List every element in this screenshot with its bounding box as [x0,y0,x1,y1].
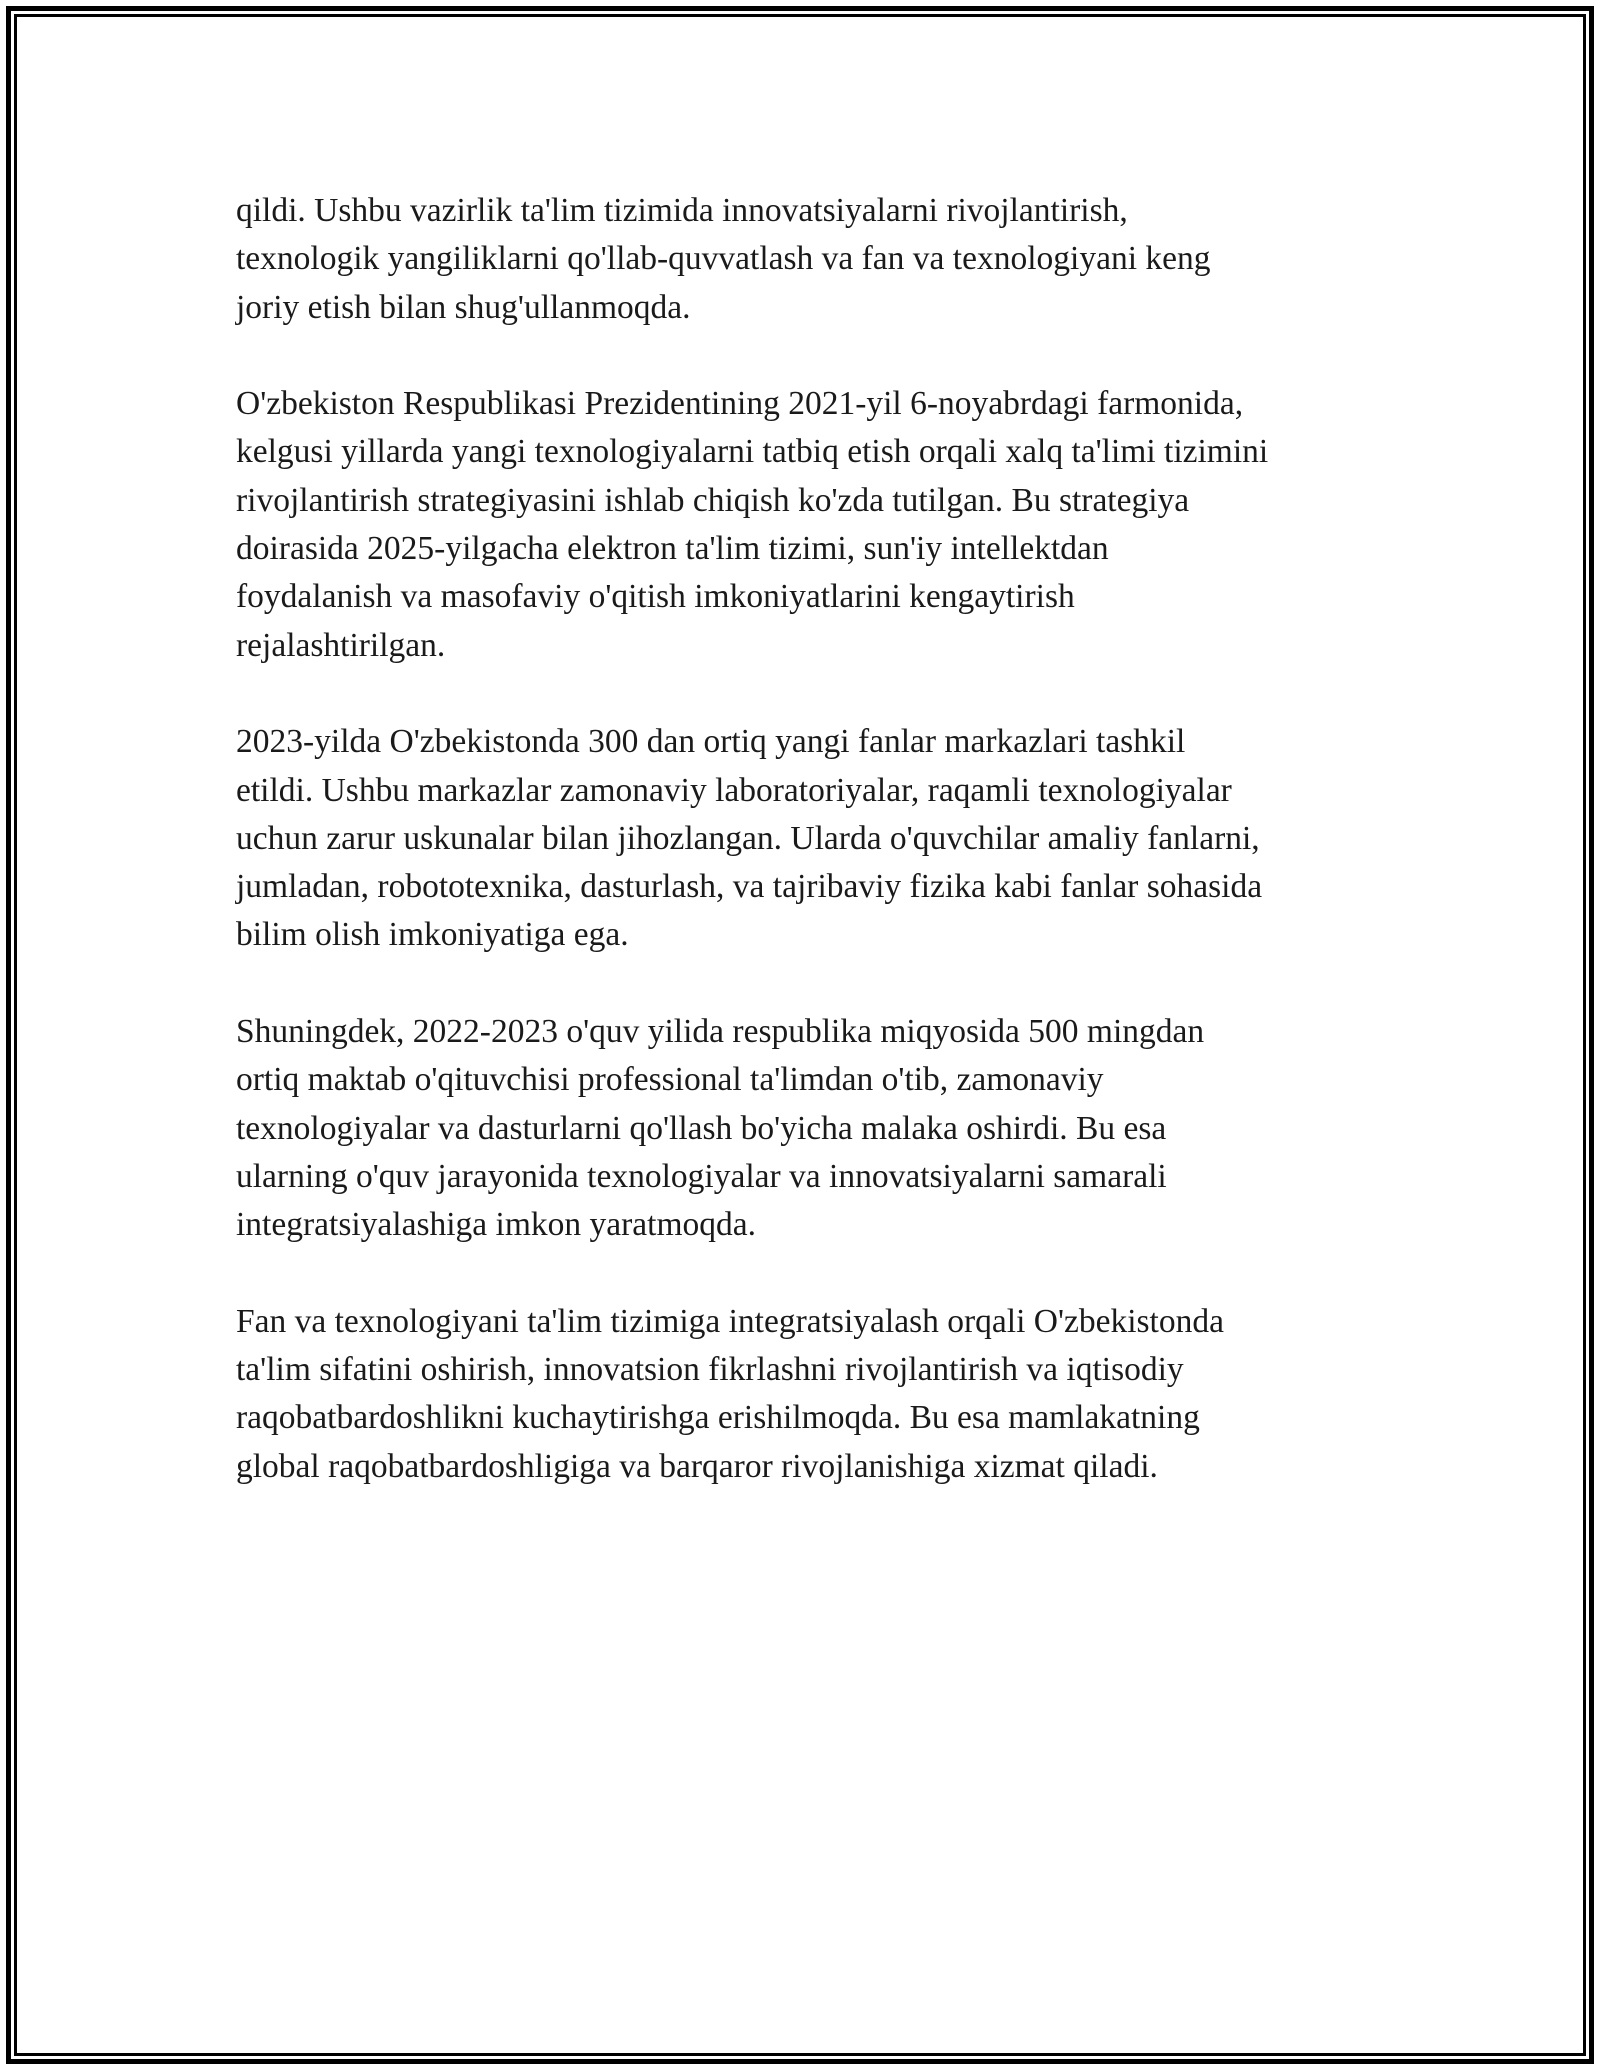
text-line: foydalanish va masofaviy o'qitish imkoniyatlarini kengaytirish [236,578,1075,616]
text-line: rejalashtirilgan. [236,626,446,664]
paragraph [236,1298,1386,1491]
text-line: ortiq maktab o'qituvchisi professional ta'limdan o'tib, zamonaviy [236,1061,1104,1099]
text-line: bilim olish imkoniyatiga ega. [236,916,629,954]
text-line: jumladan, robototexnika, dasturlash, va tajribaviy fizika kabi fanlar sohasida [236,868,1263,906]
text-line: raqobatbardoshlikni kuchaytirishga erishilmoqda. Bu esa mamlakatning [236,1399,1200,1437]
text-line: ularning o'quv jarayonida texnologiyalar va innovatsiyalarni samarali [236,1157,1167,1195]
text-line: Fan va texnologiyani ta'lim tizimiga integratsiyalash orqali O'zbekistonda [236,1302,1224,1340]
text-line: qildi. Ushbu vazirlik ta'lim tizimida innovatsiyalarni rivojlantirish, [236,192,1128,229]
text-line: doirasida 2025-yilgacha elektron ta'lim tizimi, sun'iy intellektdan [236,530,1109,568]
document-body [236,187,1386,1539]
text-line: Shuningdek, 2022-2023 o'quv yilida respublika miqyosida 500 mingdan [236,1013,1205,1051]
text-line: rivojlantirish strategiyasini ishlab chiqish ko'zda tutilgan. Bu strategiya [236,481,1190,519]
text-line: integratsiyalashiga imkon yaratmoqda. [236,1206,757,1244]
text-line: joriy etish bilan shug'ullanmoqda. [236,288,691,326]
paragraph [236,187,1386,332]
text-line: global raqobatbardoshligiga va barqaror rivojlanishiga xizmat qiladi. [236,1447,1158,1485]
paragraph [236,718,1386,959]
text-line: kelgusi yillarda yangi texnologiyalarni tatbiq etish orqali xalq ta'limi tizimini [236,433,1269,471]
text-line: texnologik yangiliklarni qo'llab-quvvatlash va fan va texnologiyani keng [236,240,1211,278]
text-line: O'zbekiston Respublikasi Prezidentining 2021-yil 6-noyabrdagi farmonida, [236,385,1244,423]
text-line: texnologiyalar va dasturlarni qo'llash bo'yicha malaka oshirdi. Bu esa [236,1109,1167,1147]
paragraph [236,1008,1386,1249]
text-line: etildi. Ushbu markazlar zamonaviy laboratoriyalar, raqamli texnologiyalar [236,771,1232,809]
paragraph [236,380,1386,670]
text-line: ta'lim sifatini oshirish, innovatsion fikrlashni rivojlantirish va iqtisodiy [236,1351,1184,1389]
text-line: 2023-yilda O'zbekistonda 300 dan ortiq yangi fanlar markazlari tashkil [236,723,1186,761]
text-line: uchun zarur uskunalar bilan jihozlangan. Ularda o'quvchilar amaliy fanlarni, [236,819,1260,857]
